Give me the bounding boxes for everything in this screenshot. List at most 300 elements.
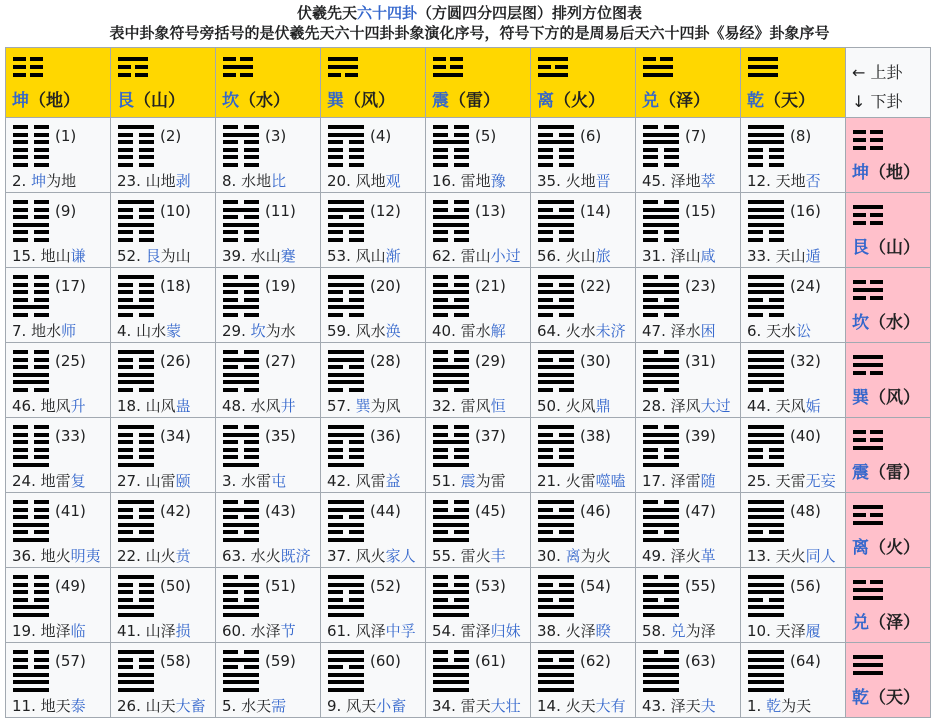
zhouyi-number: 17.	[642, 472, 666, 490]
hexagram-link[interactable]: 涣	[385, 322, 401, 340]
yang-line	[328, 680, 364, 684]
yang-line	[853, 288, 883, 292]
hexagram-cell	[6, 493, 111, 568]
hexagram-cell	[741, 268, 846, 343]
trigram-link-dui[interactable]: 兑	[852, 613, 869, 633]
hexagram-link[interactable]: 需	[271, 697, 287, 715]
fuxi-number: (17)	[55, 277, 86, 295]
hexagram-link[interactable]: 噬嗑	[595, 472, 626, 490]
yin-line	[118, 133, 154, 137]
yin-line	[538, 283, 574, 287]
yang-line	[328, 583, 364, 587]
zhouyi-number: 50.	[537, 397, 561, 415]
trigram-link-qian[interactable]: 乾	[747, 91, 764, 111]
yin-line	[13, 298, 49, 302]
fuxi-number: (10)	[160, 202, 191, 220]
hexagram-symbol-row	[433, 575, 530, 619]
yang-line	[748, 425, 784, 429]
yang-line	[328, 380, 364, 384]
yin-line	[118, 455, 154, 459]
hexagram-link[interactable]: 睽	[595, 622, 611, 640]
hexagram-name-text: 风水	[355, 322, 386, 340]
hexagram-link[interactable]: 巽	[355, 397, 371, 415]
yin-line	[328, 155, 364, 159]
hexagram-name-text: 为水	[265, 322, 296, 340]
table-row	[6, 343, 931, 418]
zhouyi-label	[327, 170, 425, 191]
hexagram-link[interactable]: 师	[61, 322, 77, 340]
hexagram-name-text: 山泽	[145, 622, 176, 640]
yang-line	[538, 500, 574, 504]
hexagram-icon	[13, 350, 49, 392]
hexagram-symbol-row	[538, 275, 635, 319]
hexagram-link[interactable]: 晋	[595, 172, 611, 190]
hexagram-icon	[328, 425, 364, 467]
yang-line	[328, 350, 364, 354]
trigram-link-zhen[interactable]: 震	[432, 91, 449, 111]
table-row	[6, 568, 931, 643]
hexagram-link[interactable]: 既济	[280, 547, 311, 565]
yin-line	[433, 65, 463, 69]
yang-line	[118, 688, 154, 692]
trigram-link-kun[interactable]: 坤	[12, 91, 29, 111]
yin-line	[538, 208, 574, 212]
zhouyi-label	[537, 545, 635, 566]
zhouyi-label	[327, 395, 425, 416]
yin-line	[118, 298, 154, 302]
hexagram-name-text: 地山	[40, 247, 71, 265]
yang-line	[223, 223, 259, 227]
zhouyi-number: 23.	[117, 172, 141, 190]
yang-line	[223, 358, 259, 362]
yin-line	[118, 440, 154, 444]
zhouyi-number: 7.	[12, 322, 27, 340]
legend-cell	[846, 48, 931, 118]
yin-line	[748, 238, 784, 242]
yang-line	[748, 613, 784, 617]
yang-line	[13, 373, 49, 377]
hexagram-name-text: 雷地	[460, 172, 491, 190]
hexagram-link[interactable]: 困	[700, 322, 716, 340]
hexagram-symbol-row	[538, 650, 635, 694]
zhouyi-number: 58.	[642, 622, 666, 640]
zhouyi-label	[537, 695, 635, 716]
zhouyi-number: 26.	[117, 697, 141, 715]
yin-line	[643, 425, 679, 429]
yang-line	[13, 673, 49, 677]
hexagram-link[interactable]: 复	[70, 472, 86, 490]
yin-line	[13, 665, 49, 669]
hexagram-icon	[13, 500, 49, 542]
yang-line	[118, 605, 154, 609]
hexagram-cell	[321, 493, 426, 568]
trigram-nature-kun: （地）	[869, 163, 920, 183]
trigram-name-li	[852, 533, 930, 558]
yang-line	[433, 440, 469, 444]
hexagram-symbol-row	[433, 425, 530, 469]
hexagram-icon	[748, 500, 784, 542]
hexagram-link[interactable]: 贲	[175, 547, 191, 565]
hexagram-link[interactable]: 随	[700, 472, 716, 490]
zhouyi-number: 21.	[537, 472, 561, 490]
zhouyi-label	[117, 470, 215, 491]
zhouyi-number: 36.	[12, 547, 36, 565]
zhouyi-label	[12, 620, 110, 641]
yang-line	[853, 671, 883, 675]
caption-link-64-hexagrams[interactable]: 六十四卦	[356, 4, 417, 22]
hexagram-cell	[321, 418, 426, 493]
hexagram-symbol-row	[328, 275, 425, 319]
zhouyi-number: 11.	[12, 697, 36, 715]
zhouyi-label	[747, 470, 845, 491]
yang-line	[223, 680, 259, 684]
zhouyi-label	[537, 320, 635, 341]
fuxi-number: (45)	[475, 502, 506, 520]
hexagram-link[interactable]: 节	[280, 622, 296, 640]
table-row	[6, 643, 931, 718]
fuxi-number: (32)	[790, 352, 821, 370]
yin-line	[433, 155, 469, 159]
hexagram-link[interactable]: 离	[565, 547, 581, 565]
yang-line	[118, 463, 154, 467]
hexagram-link[interactable]: 大畜	[175, 697, 206, 715]
yin-line	[748, 155, 784, 159]
hexagram-link[interactable]: 升	[70, 397, 86, 415]
trigram-link-dui[interactable]: 兑	[642, 91, 659, 111]
hexagram-name-text: 火天	[565, 697, 596, 715]
yang-line	[853, 588, 883, 592]
hexagram-icon	[13, 575, 49, 617]
zhouyi-number: 14.	[537, 697, 561, 715]
yin-line	[328, 298, 364, 302]
hexagram-link[interactable]: 无妄	[805, 472, 836, 490]
hexagram-link[interactable]: 蹇	[280, 247, 296, 265]
yin-line	[223, 57, 253, 61]
hexagram-symbol-row	[643, 275, 740, 319]
hexagram-cell	[426, 643, 531, 718]
hexagram-link[interactable]: 震	[460, 472, 476, 490]
hexagram-link[interactable]: 姤	[805, 397, 821, 415]
hexagram-icon	[13, 275, 49, 317]
hexagram-link[interactable]: 恒	[490, 397, 506, 415]
hexagram-link[interactable]: 鼎	[595, 397, 611, 415]
hexagram-link[interactable]: 萃	[700, 172, 716, 190]
hexagram-link[interactable]: 解	[490, 322, 506, 340]
zhouyi-number: 51.	[432, 472, 456, 490]
hexagram-link[interactable]: 蒙	[166, 322, 182, 340]
yang-line	[433, 373, 469, 377]
hexagram-cell	[741, 568, 846, 643]
table-row	[6, 493, 931, 568]
yang-line	[538, 125, 574, 129]
column-header-kun	[6, 48, 111, 118]
yang-line	[643, 613, 679, 617]
yin-line	[538, 313, 574, 317]
hexagram-cell	[426, 343, 531, 418]
zhouyi-number: 22.	[117, 547, 141, 565]
yin-line	[853, 296, 883, 300]
hexagram-name-text: 山水	[136, 322, 167, 340]
trigram-link-zhen[interactable]: 震	[852, 463, 869, 483]
hexagram-cell	[636, 343, 741, 418]
hexagram-link[interactable]: 家人	[385, 547, 416, 565]
hexagram-link[interactable]: 小过	[490, 247, 521, 265]
yin-line	[328, 140, 364, 144]
yin-line	[13, 140, 49, 144]
hexagram-symbol-row	[13, 275, 110, 319]
hexagram-symbol-row	[118, 425, 215, 469]
hexagram-icon	[433, 650, 469, 692]
hexagram-link[interactable]: 豫	[490, 172, 506, 190]
hexagram-link[interactable]: 颐	[175, 472, 191, 490]
hexagram-symbol-row	[223, 575, 320, 619]
zhouyi-label	[432, 545, 530, 566]
hexagram-name-text: 为天	[781, 697, 812, 715]
hexagram-link[interactable]: 泰	[70, 697, 86, 715]
yin-line	[118, 583, 154, 587]
fuxi-number: (11)	[265, 202, 296, 220]
hexagram-link[interactable]: 大有	[595, 697, 626, 715]
hexagram-link[interactable]: 夬	[700, 697, 716, 715]
zhouyi-label	[747, 695, 845, 716]
trigram-nature-li: （火）	[869, 538, 920, 558]
fuxi-number: (55)	[685, 577, 716, 595]
hexagram-name-text: 山地	[145, 172, 176, 190]
yin-line	[433, 425, 469, 429]
hexagram-link[interactable]: 坎	[250, 322, 266, 340]
yang-line	[748, 65, 778, 69]
hexagram-name-text: 水风	[250, 397, 281, 415]
yang-line	[118, 200, 154, 204]
yang-line	[433, 140, 469, 144]
trigram-link-li[interactable]: 离	[537, 91, 554, 111]
trigram-link-gen[interactable]: 艮	[117, 91, 134, 111]
yin-line	[748, 530, 784, 534]
hexagram-link[interactable]: 遁	[805, 247, 821, 265]
fuxi-number: (38)	[580, 427, 611, 445]
hexagram-symbol-row	[328, 650, 425, 694]
hexagram-link[interactable]: 讼	[796, 322, 812, 340]
hexagram-link[interactable]: 明夷	[70, 547, 101, 565]
yin-line	[853, 513, 883, 517]
trigram-link-li[interactable]: 离	[852, 538, 869, 558]
yin-line	[853, 146, 883, 150]
zhouyi-number: 38.	[537, 622, 561, 640]
zhouyi-number: 32.	[432, 397, 456, 415]
yin-line	[13, 200, 49, 204]
hexagram-icon	[748, 425, 784, 467]
trigram-link-kan[interactable]: 坎	[222, 91, 239, 111]
hexagram-link[interactable]: 益	[385, 472, 401, 490]
trigram-nature-zhen: （雷）	[869, 463, 920, 483]
trigram-link-xun[interactable]: 巽	[852, 388, 869, 408]
yang-line	[538, 200, 574, 204]
zhouyi-label	[642, 545, 740, 566]
trigram-link-kan[interactable]: 坎	[852, 313, 869, 333]
yin-line	[853, 371, 883, 375]
yang-line	[328, 650, 364, 654]
hexagram-link[interactable]: 履	[805, 622, 821, 640]
fuxi-number: (19)	[265, 277, 296, 295]
row-header-dui	[846, 568, 931, 643]
zhouyi-number: 52.	[117, 247, 141, 265]
hexagram-name-text: 泽火	[670, 547, 701, 565]
hexagram-link[interactable]: 蛊	[175, 397, 191, 415]
fuxi-number: (26)	[160, 352, 191, 370]
yang-line	[748, 215, 784, 219]
zhouyi-number: 53.	[327, 247, 351, 265]
yin-line	[223, 200, 259, 204]
hexagram-icon	[328, 275, 364, 317]
row-header-kun	[846, 118, 931, 193]
trigram-link-xun[interactable]: 巽	[327, 91, 344, 111]
hexagram-link[interactable]: 屯	[271, 472, 287, 490]
hexagram-link[interactable]: 否	[805, 172, 821, 190]
hexagram-icon	[223, 125, 259, 167]
hexagram-link[interactable]: 渐	[385, 247, 401, 265]
hexagram-link[interactable]: 中孚	[385, 622, 416, 640]
yang-line	[853, 355, 883, 359]
hexagram-link[interactable]: 剥	[175, 172, 191, 190]
hexagram-icon	[643, 425, 679, 467]
yang-line	[328, 57, 358, 61]
hexagram-link[interactable]: 坤	[31, 172, 47, 190]
yin-line	[853, 221, 883, 225]
zhouyi-label	[642, 470, 740, 491]
trigram-dui-icon	[853, 580, 883, 602]
hexagram-symbol-row	[13, 125, 110, 169]
hexagram-link[interactable]: 临	[70, 622, 86, 640]
fuxi-number: (48)	[790, 502, 821, 520]
yin-line	[328, 515, 364, 519]
column-header-zhen	[426, 48, 531, 118]
zhouyi-number: 5.	[222, 697, 237, 715]
hexagram-name-text: 天山	[775, 247, 806, 265]
yang-line	[748, 283, 784, 287]
yin-line	[643, 455, 679, 459]
yang-line	[643, 290, 679, 294]
yang-line	[223, 208, 259, 212]
fuxi-number: (50)	[160, 577, 191, 595]
trigram-li-icon	[853, 505, 883, 527]
hexagram-link[interactable]: 革	[700, 547, 716, 565]
yin-line	[538, 433, 574, 437]
yin-line	[433, 125, 469, 129]
yin-line	[223, 140, 259, 144]
hexagram-link[interactable]: 归妹	[490, 622, 521, 640]
hexagram-link[interactable]: 大壮	[490, 697, 521, 715]
hexagram-icon	[118, 200, 154, 242]
trigram-link-qian[interactable]: 乾	[852, 688, 869, 708]
yang-line	[643, 680, 679, 684]
hexagram-link[interactable]: 井	[280, 397, 296, 415]
yin-line	[643, 350, 679, 354]
hexagram-name-text: 水地	[241, 172, 272, 190]
hexagram-link[interactable]: 损	[175, 622, 191, 640]
hexagram-link[interactable]: 小畜	[376, 697, 407, 715]
zhouyi-label	[327, 545, 425, 566]
trigram-link-kun[interactable]: 坤	[852, 163, 869, 183]
hexagram-link[interactable]: 咸	[700, 247, 716, 265]
yang-line	[643, 688, 679, 692]
yin-line	[643, 388, 679, 392]
yin-line	[643, 148, 679, 152]
hexagram-link[interactable]: 未济	[595, 322, 626, 340]
hexagram-symbol-row	[643, 575, 740, 619]
hexagram-link[interactable]: 观	[385, 172, 401, 190]
yin-line	[538, 155, 574, 159]
yin-line	[223, 650, 259, 654]
yin-line	[748, 388, 784, 392]
trigram-link-gen[interactable]: 艮	[852, 238, 869, 258]
yang-line	[223, 380, 259, 384]
yin-line	[433, 283, 469, 287]
hexagram-name-text: 风山	[355, 247, 386, 265]
yin-line	[643, 448, 679, 452]
hexagram-link[interactable]: 旅	[595, 247, 611, 265]
zhouyi-label	[222, 395, 320, 416]
yang-line	[643, 133, 679, 137]
yin-line	[118, 313, 154, 317]
trigram-name-zhen	[852, 458, 930, 483]
hexagram-link[interactable]: 比	[271, 172, 287, 190]
hexagram-cell	[111, 643, 216, 718]
hexagram-link[interactable]: 谦	[70, 247, 86, 265]
hexagram-link[interactable]: 大过	[700, 397, 731, 415]
hexagram-name-text: 地天	[40, 697, 71, 715]
row-header-gen	[846, 193, 931, 268]
hexagram-name-text: 泽雷	[670, 472, 701, 490]
hexagram-icon	[328, 125, 364, 167]
hexagram-link[interactable]: 艮	[145, 247, 161, 265]
hexagram-link[interactable]: 兑	[670, 622, 686, 640]
zhouyi-label	[642, 695, 740, 716]
hexagram-cell	[741, 193, 846, 268]
yang-line	[748, 665, 784, 669]
caption-line-2: 表中卦象符号旁括号的是伏羲先天六十四卦卦象演化序号，符号下方的是周易后天六十四卦《易经》卦象序号	[109, 24, 830, 42]
trigram-gen-icon	[118, 57, 148, 79]
zhouyi-number: 33.	[747, 247, 771, 265]
yang-line	[118, 350, 154, 354]
hexagram-link[interactable]: 乾	[766, 697, 782, 715]
yin-line	[643, 163, 679, 167]
hexagram-icon	[748, 125, 784, 167]
yin-line	[643, 275, 679, 279]
hexagram-name-text: 天火	[775, 547, 806, 565]
yin-line	[118, 590, 154, 594]
yang-line	[748, 223, 784, 227]
hexagram-icon	[13, 125, 49, 167]
hexagram-icon	[538, 650, 574, 692]
hexagram-symbol-row	[118, 500, 215, 544]
zhouyi-number: 60.	[222, 622, 246, 640]
yin-line	[853, 213, 883, 217]
hexagram-link[interactable]: 同人	[805, 547, 836, 565]
zhouyi-number: 57.	[327, 397, 351, 415]
yang-line	[643, 440, 679, 444]
yin-line	[643, 313, 679, 317]
hexagram-symbol-row	[13, 200, 110, 244]
yin-line	[643, 530, 679, 534]
yin-line	[13, 283, 49, 287]
fuxi-number: (23)	[685, 277, 716, 295]
hexagram-link[interactable]: 丰	[490, 547, 506, 565]
hexagram-icon	[223, 500, 259, 542]
yin-line	[433, 208, 469, 212]
yang-line	[328, 425, 364, 429]
zhouyi-label	[747, 620, 845, 641]
yang-line	[433, 215, 469, 219]
